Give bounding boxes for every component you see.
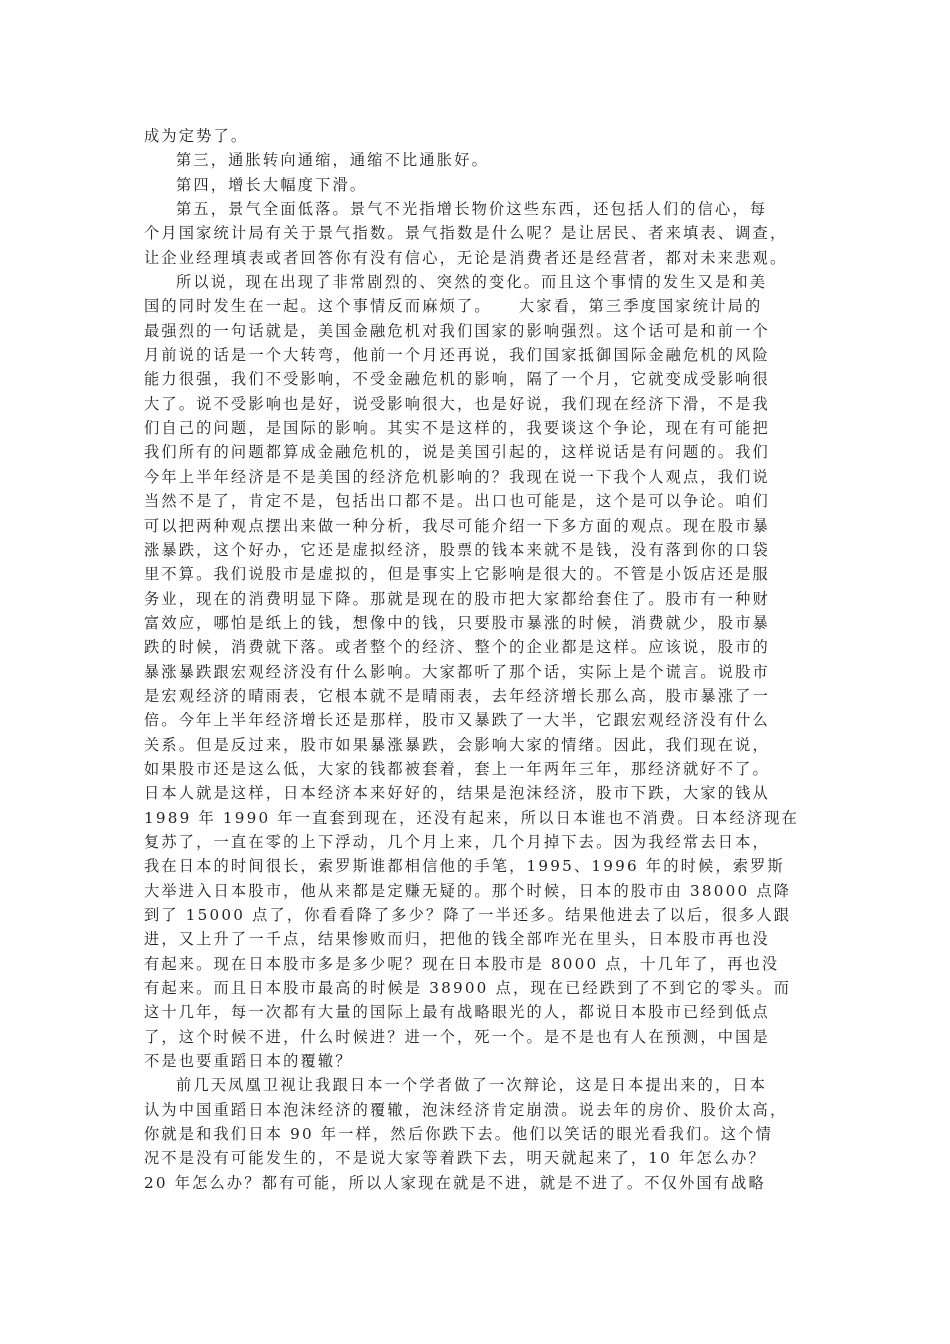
text-line: 月前说的话是一个大转弯，他前一个月还再说，我们国家抵御国际金融危机的风险: [144, 346, 770, 365]
text-line: 复苏了，一直在零的上下浮动，几个月上来，几个月掉下去。因为我经常去日本，: [144, 832, 770, 851]
text-line: 第四，增长大幅度下滑。: [176, 175, 368, 194]
text-line: 富效应，哪怕是纸上的钱，想像中的钱，只要股市暴涨的时候，消费就少，股市暴: [144, 613, 770, 632]
text-line: 到了 15000 点了，你看看降了多少？降了一半还多。结果他进去了以后，很多人跟: [144, 906, 792, 924]
text-line: 前几天凤凰卫视让我跟日本一个学者做了一次辩论，这是日本提出来的，日本: [176, 1076, 768, 1095]
text-line: 务业，现在的消费明显下降。那就是现在的股市把大家都给套住了。股市有一种财: [144, 589, 770, 608]
text-line: 20 年怎么办？都有可能，所以人家现在就是不进，就是不进了。不仅外国有战略: [144, 1173, 766, 1192]
text-line: 进，又上升了一千点，结果惨败而归，把他的钱全部咋光在里头，日本股市再也没: [144, 930, 770, 949]
text-line: 们自己的问题，是国际的影响。其实不是这样的，我要谈这个争论，现在有可能把: [144, 419, 770, 438]
text-line: 个月国家统计局有关于景气指数。景气指数是什么呢？是让居民、者来填表、调查，: [144, 224, 788, 243]
text-line: 你就是和我们日本 90 年一样，然后你跌下去。他们以笑话的眼光看我们。这个情: [144, 1125, 773, 1144]
text-line: 涨暴跌，这个好办，它还是虚拟经济，股票的钱本来就不是钱，没有落到你的口袋: [144, 540, 770, 559]
text-line: 里不算。我们说股市是虚拟的，但是事实上它影响是很大的。不管是小饭店还是服: [144, 565, 770, 584]
text-line: 日本人就是这样，日本经济本来好好的，结果是泡沫经济，股市下跌，大家的钱从: [144, 784, 770, 803]
body-text: [144, 124, 820, 1195]
text-line: 倍。今年上半年经济增长还是那样，股市又暴跌了一大半，它跟宏观经济没有什么: [144, 711, 770, 730]
text-line: 第三，通胀转向通缩，通缩不比通胀好。: [176, 151, 489, 170]
text-line: 1989 年 1990 年一直套到现在，还没有起来，所以日本谁也不消费。日本经济现在: [144, 808, 799, 827]
text-line: 可以把两种观点摆出来做一种分析，我尽可能介绍一下多方面的观点。现在股市暴: [144, 516, 770, 535]
text-line: 我们所有的问题都算成金融危机的，说是美国引起的，这样说话是有问题的。我们: [144, 443, 770, 462]
text-line: 能力很强，我们不受影响，不受金融危机的影响，隔了一个月，它就变成受影响很: [144, 370, 770, 389]
text-line: 不是也要重蹈日本的覆辙？: [144, 1052, 353, 1071]
text-line: 今年上半年经济是不是美国的经济危机影响的？我现在说一下我个人观点，我们说: [144, 467, 770, 486]
text-line: 暴涨暴跌跟宏观经济没有什么影响。大家都听了那个话，实际上是个谎言。说股市: [144, 662, 770, 681]
text-line: 大举进入日本股市，他从来都是定赚无疑的。那个时候，日本的股市由 38000 点降: [144, 881, 792, 900]
text-line: 认为中国重蹈日本泡沫经济的覆辙，泡沫经济肯定崩溃。说去年的房价、股价太高，: [144, 1100, 788, 1119]
text-line: 是宏观经济的晴雨表，它根本就不是晴雨表，去年经济增长那么高，股市暴涨了一: [144, 686, 770, 705]
text-line: 况不是没有可能发生的，不是说大家等着跌下去，明天就起来了，10 年怎么办？: [144, 1149, 766, 1168]
text-line: 所以说，现在出现了非常剧烈的、突然的变化。而且这个事情的发生又是和美: [176, 273, 768, 292]
text-line: 了，这个时候不进，什么时候进？进一个，死一个。是不是也有人在预测，中国是: [144, 1027, 770, 1046]
text-line: 最强烈的一句话就是，美国金融危机对我们国家的影响强烈。这个话可是和前一个: [144, 321, 770, 340]
text-line: 有起来。现在日本股市多是多少呢？现在日本股市是 8000 点，十几年了，再也没: [144, 954, 780, 973]
text-line: 大了。说不受影响也是好，说受影响很大，也是好说，我们现在经济下滑，不是我: [144, 394, 770, 413]
text-line: 这十几年，每一次都有大量的国际上最有战略眼光的人，都说日本股市已经到低点: [144, 1003, 770, 1022]
text-line: 国的同时发生在一起。这个事情反而麻烦了。 大家看，第三季度国家统计局的: [144, 297, 763, 316]
text-line: 我在日本的时间很长，索罗斯谁都相信他的手笔，1995、1996 年的时候，索罗斯: [144, 857, 785, 876]
text-line: 第五，景气全面低落。景气不光指增长物价这些东西，还包括人们的信心，每: [176, 200, 768, 219]
text-line: 当然不是了，肯定不是，包括出口都不是。出口也可能是，这个是可以争论。咱们: [144, 492, 770, 511]
text-line: 关系。但是反过来，股市如果暴涨暴跌，会影响大家的情绪。因此，我们现在说，: [144, 735, 770, 754]
text-line: 如果股市还是这么低，大家的钱都被套着，套上一年两年三年，那经济就好不了。: [144, 759, 770, 778]
text-line: 成为定势了。: [144, 127, 249, 145]
text-line: 有起来。而且日本股市最高的时候是 38900 点，现在已经跌到了不到它的零头。而: [144, 979, 792, 998]
text-line: 让企业经理填表或者回答你有没有信心，无论是消费者还是经营者，都对未来悲观。: [144, 248, 788, 267]
text-line: 跌的时候，消费就下落。或者整个的经济、整个的企业都是这样。应该说，股市的: [144, 638, 770, 657]
